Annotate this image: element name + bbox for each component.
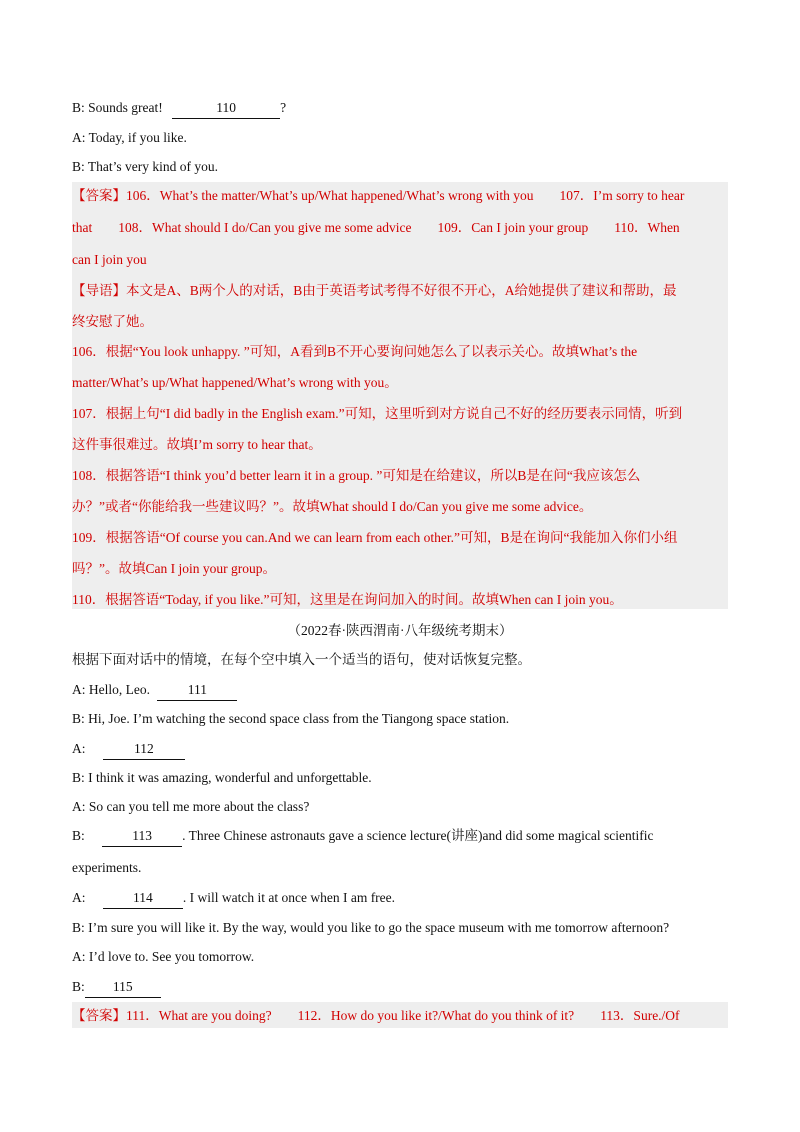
dialog-a5: A: I’d love to. See you tomorrow.	[72, 949, 255, 964]
guide-line-1	[72, 281, 728, 301]
guide-line-2: 终安慰了她。	[72, 314, 153, 329]
dialog-line-b-kind: B: That’s very kind of you.	[72, 159, 218, 174]
explain-107-b: 这件事很难过。故填I’m sorry to hear that。	[72, 437, 322, 452]
dialog-text: . I will watch it at once when I am free.	[182, 890, 396, 905]
dialog-line-b-sounds	[72, 98, 728, 119]
answer-line-2	[72, 218, 728, 238]
answer2-line-1	[72, 1006, 728, 1026]
explain-108-b: 办？”或者“你能给我一些建议吗？”。故填What should I do/Can you give me some advice。	[72, 499, 593, 514]
answer-107-cont: that	[72, 220, 93, 235]
explain-108-a: 108．根据答语“I think you’d better learn it in a group. ”可知是在给建议，所以B是在问“我应该怎么	[72, 468, 641, 483]
question-mark: ?	[280, 100, 287, 115]
dialog-text: . Three Chinese astronauts gave a science lecture(讲座)and did some magical scientific	[182, 828, 654, 843]
answer-line-1	[72, 186, 728, 206]
explain-109-b: 吗？”。故填Can I join your group。	[72, 561, 276, 576]
dialog-b1: B: Hi, Joe. I’m watching the second space class from the Tiangong space station.	[72, 711, 510, 726]
dialog-text: A: Hello, Leo.	[72, 682, 150, 697]
answer-113: 113．Sure./Of	[600, 1008, 680, 1023]
guide-tag: 【导语】	[72, 283, 126, 298]
explain-110: 110．根据答语“Today, if you like.”可知，这里是在询问加入的时间。故填When can I join you。	[72, 592, 623, 607]
answer-109: 109．Can I join your group	[437, 220, 589, 235]
explain-107-a: 107．根据上句“I did badly in the English exam.”可知，这里听到对方说自己不好的经历要表示同情，听到	[72, 406, 683, 421]
dialog-b3-cont: experiments.	[72, 860, 142, 875]
blank-114: 114	[103, 888, 183, 909]
dialog-a3: A: So can you tell me more about the class?	[72, 799, 310, 814]
dialog-text: B:	[72, 979, 85, 994]
explain-106-a: 106．根据“You look unhappy. ”可知，A看到B不开心要询问她怎么了以表示关心。故填What’s the	[72, 344, 638, 359]
answer-112: 112．How do you like it?/What do you think of it?	[297, 1008, 575, 1023]
section-instruction: 根据下面对话中的情境，在每个空中填入一个适当的语句，使对话恢复完整。	[72, 652, 531, 667]
guide-text: 本文是A、B两个人的对话，B由于英语考试考得不好很不开心，A给她提供了建议和帮助，最	[126, 283, 677, 298]
dialog-a4	[72, 888, 728, 909]
dialog-text: B: Sounds great!	[72, 100, 163, 115]
answer-108: 108．What should I do/Can you give me some advice	[118, 220, 412, 235]
dialog-b3	[72, 826, 728, 847]
answer-110: 110．When	[614, 220, 680, 235]
dialog-text: B:	[72, 828, 85, 843]
answer-106: 106．What’s the matter/What’s up/What happened/What’s wrong with you	[126, 188, 534, 203]
dialog-text: A:	[72, 741, 86, 756]
answer2-tag: 【答案】	[72, 1008, 126, 1023]
explain-106-b: matter/What’s up/What happened/What’s wrong with you。	[72, 375, 398, 390]
blank-115: 115	[85, 977, 161, 998]
dialog-b5	[72, 977, 728, 998]
section-source: （2022春·陕西渭南·八年级统考期末）	[287, 623, 513, 638]
dialog-a2	[72, 739, 728, 760]
dialog-b2: B: I think it was amazing, wonderful and unforgettable.	[72, 770, 372, 785]
dialog-a1	[72, 680, 728, 701]
explain-109-a: 109．根据答语“Of course you can.And we can learn from each other.”可知，B是在询问“我能加入你们小组	[72, 530, 678, 545]
answer-111: 111．What are you doing?	[126, 1008, 272, 1023]
blank-111: 111	[157, 680, 237, 701]
blank-113: 113	[102, 826, 182, 847]
answer-tag: 【答案】	[72, 188, 126, 203]
dialog-line-a-today: A: Today, if you like.	[72, 130, 187, 145]
dialog-text: A:	[72, 890, 86, 905]
answer-107: 107．I’m sorry to hear	[559, 188, 685, 203]
dialog-b4: B: I’m sure you will like it. By the way, would you like to go the space museum with me tomorrow afternoon?	[72, 920, 670, 935]
answer-line-3: can I join you	[72, 252, 147, 267]
blank-110: 110	[172, 98, 280, 119]
blank-112: 112	[103, 739, 185, 760]
